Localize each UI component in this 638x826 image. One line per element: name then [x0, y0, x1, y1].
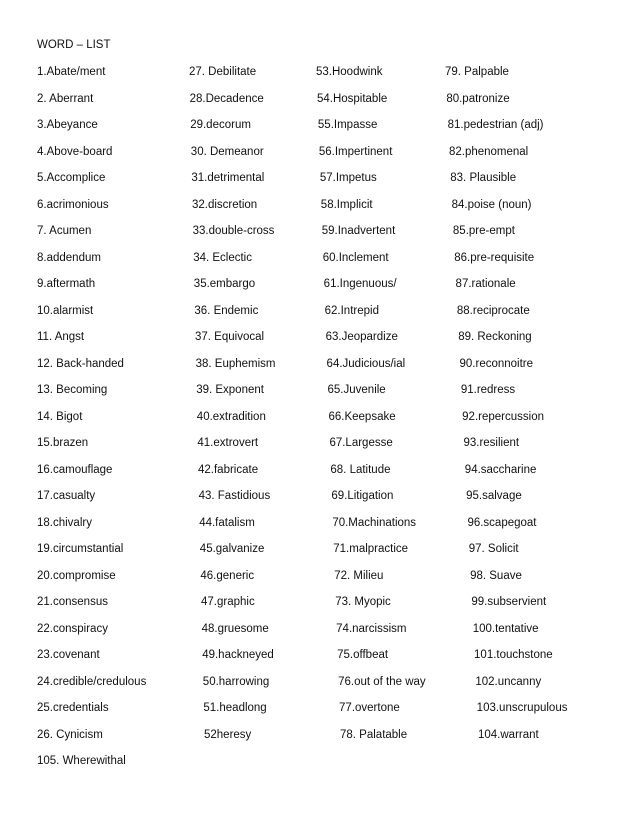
- word-list-item: 4.Above-board: [37, 145, 113, 158]
- word-list-item: 91.redress: [460, 384, 516, 396]
- word-list-item: 69.Litigation: [331, 490, 394, 502]
- word-list-item: 26. Cynicism: [37, 728, 103, 741]
- word-list-item: 21.consensus: [37, 596, 108, 608]
- word-list-item: 93.resilient: [463, 437, 520, 449]
- word-list-item: 50.harrowing: [202, 675, 270, 688]
- word-list-item: 42.fabricate: [198, 463, 259, 476]
- word-list-item: 3.Abeyance: [37, 119, 98, 131]
- word-list-item: 95.salvage: [466, 490, 522, 502]
- word-list-item: 22.conspiracy: [37, 622, 108, 635]
- word-list-item: 101.touchstone: [474, 649, 553, 661]
- word-list-item: 15.brazen: [37, 437, 89, 449]
- word-list-item: 84.poise (noun): [451, 198, 532, 211]
- word-list-item: 82.phenomenal: [448, 145, 529, 158]
- word-list-item: 72. Milieu: [334, 569, 384, 582]
- word-list-item: 23.covenant: [37, 649, 100, 661]
- word-list-item: 46.generic: [200, 569, 255, 582]
- word-list-item: 39. Exponent: [196, 384, 264, 396]
- word-list-item: 80.patronize: [446, 92, 510, 105]
- word-list-item: 40.extradition: [196, 410, 266, 423]
- word-list-item: 33.double-cross: [192, 225, 275, 237]
- word-list-item: 38. Euphemism: [195, 357, 276, 370]
- word-list-item: 60.Inclement: [322, 251, 389, 264]
- word-list-item: 94.saccharine: [464, 463, 537, 476]
- word-list-item: 75.offbeat: [337, 649, 389, 661]
- word-list-item: 44.fatalism: [199, 516, 255, 529]
- word-list-item: 92.repercussion: [462, 410, 544, 423]
- word-list-item: 27. Debilitate: [189, 66, 257, 78]
- word-list-item: 104.warrant: [478, 728, 539, 741]
- word-list-item: 10.alarmist: [37, 304, 94, 317]
- word-list-item: 85.pre-empt: [452, 225, 515, 237]
- page-title: WORD – LIST: [37, 39, 111, 51]
- word-list-item: 48.gruesome: [201, 622, 269, 635]
- word-list-item: 24.credible/credulous: [37, 675, 147, 688]
- word-list-item: 2. Aberrant: [37, 92, 94, 105]
- word-list-item: 96.scapegoat: [467, 516, 537, 529]
- word-list-item: 18.chivalry: [37, 516, 92, 529]
- word-list-item: 74.narcissism: [336, 622, 407, 635]
- word-list-item: 83. Plausible: [450, 172, 517, 184]
- word-list-item: 1.Abate/ment: [37, 66, 106, 78]
- word-list-item: 19.circumstantial: [37, 543, 124, 555]
- word-list-item: 11. Angst: [37, 331, 85, 343]
- word-list-item: 58.Implicit: [320, 198, 373, 211]
- word-list-item: 41.extrovert: [197, 437, 259, 449]
- word-list-item: 57.Impetus: [319, 172, 377, 184]
- word-list-item: 45.galvanize: [199, 543, 265, 555]
- word-list-item: 76.out of the way: [338, 675, 426, 688]
- word-list-item: 8.addendum: [37, 251, 101, 264]
- word-list-item: 55.Impasse: [317, 119, 378, 131]
- word-list-item: 86.pre-requisite: [454, 251, 535, 264]
- word-list-item: 52heresy: [204, 728, 252, 741]
- word-list-item: 51.headlong: [203, 702, 267, 714]
- word-list-item: 32.discretion: [192, 198, 258, 211]
- word-list-item: 37. Equivocal: [195, 331, 265, 343]
- word-list-item: 78. Palatable: [340, 728, 408, 741]
- word-list-item: 36. Endemic: [194, 304, 259, 317]
- word-list-item: 73. Myopic: [335, 596, 391, 608]
- word-list-item: 66.Keepsake: [328, 410, 396, 423]
- word-list-item: 54.Hospitable: [316, 92, 388, 105]
- word-list-item: 34. Eclectic: [193, 251, 252, 264]
- word-list-item: 65.Juvenile: [327, 384, 386, 396]
- word-list-item: 9.aftermath: [37, 278, 96, 290]
- word-list-item: 43. Fastidious: [198, 490, 271, 502]
- word-list-item: 30. Demeanor: [190, 145, 264, 158]
- word-list-item: 20.compromise: [37, 569, 116, 582]
- word-list-item: 67.Largesse: [329, 437, 393, 449]
- word-list-item: 29.decorum: [190, 119, 251, 131]
- word-list-item: 90.reconnoitre: [459, 357, 534, 370]
- word-list-item: 35.embargo: [193, 278, 256, 290]
- word-list-item: 47.graphic: [201, 596, 255, 608]
- word-list-item: 13. Becoming: [37, 384, 108, 396]
- word-list-item: 100.tentative: [472, 622, 539, 635]
- word-list-item: 62.Intrepid: [324, 304, 379, 317]
- word-list-item: 5.Accomplice: [37, 172, 106, 184]
- word-list-item: 56.Impertinent: [318, 145, 393, 158]
- word-list-item: 97. Solicit: [468, 543, 519, 555]
- word-list-item: 16.camouflage: [37, 463, 113, 476]
- word-list-item-last: 105. Wherewithal: [37, 755, 126, 767]
- word-list-item: 63.Jeopardize: [325, 331, 398, 343]
- word-list-item: 88.reciprocate: [456, 304, 530, 317]
- word-list-item: 99.subservient: [471, 596, 547, 608]
- word-list-item: 25.credentials: [37, 702, 109, 714]
- word-list-item: 71.malpractice: [333, 543, 409, 555]
- word-list-item: 14. Bigot: [37, 410, 83, 423]
- word-list-item: 28.Decadence: [189, 92, 264, 105]
- word-list-item: 17.casualty: [37, 490, 96, 502]
- word-list-item: 7. Acumen: [37, 225, 92, 237]
- word-list-item: 31.detrimental: [191, 172, 265, 184]
- word-list-item: 102.uncanny: [475, 675, 542, 688]
- word-list-item: 77.overtone: [339, 702, 400, 714]
- word-list-item: 59.Inadvertent: [321, 225, 396, 237]
- word-list-item: 68. Latitude: [330, 463, 391, 476]
- word-list-item: 98. Suave: [470, 569, 522, 582]
- word-list-item: 61.Ingenuous/: [323, 278, 397, 290]
- word-list-item: 49.hackneyed: [202, 649, 274, 661]
- word-list-item: 53.Hoodwink: [316, 66, 383, 78]
- word-list-item: 81.pedestrian (adj): [447, 119, 544, 131]
- word-list-item: 103.unscrupulous: [476, 702, 568, 714]
- word-list-item: 6.acrimonious: [37, 198, 109, 211]
- word-list-item: 89. Reckoning: [458, 331, 532, 343]
- word-list-item: 87.rationale: [455, 278, 516, 290]
- word-list-item: 70.Machinations: [332, 516, 417, 529]
- word-list-item: 79. Palpable: [445, 66, 509, 78]
- word-list-item: 12. Back-handed: [37, 357, 124, 370]
- word-list-item: 64.Judicious/ial: [326, 357, 406, 370]
